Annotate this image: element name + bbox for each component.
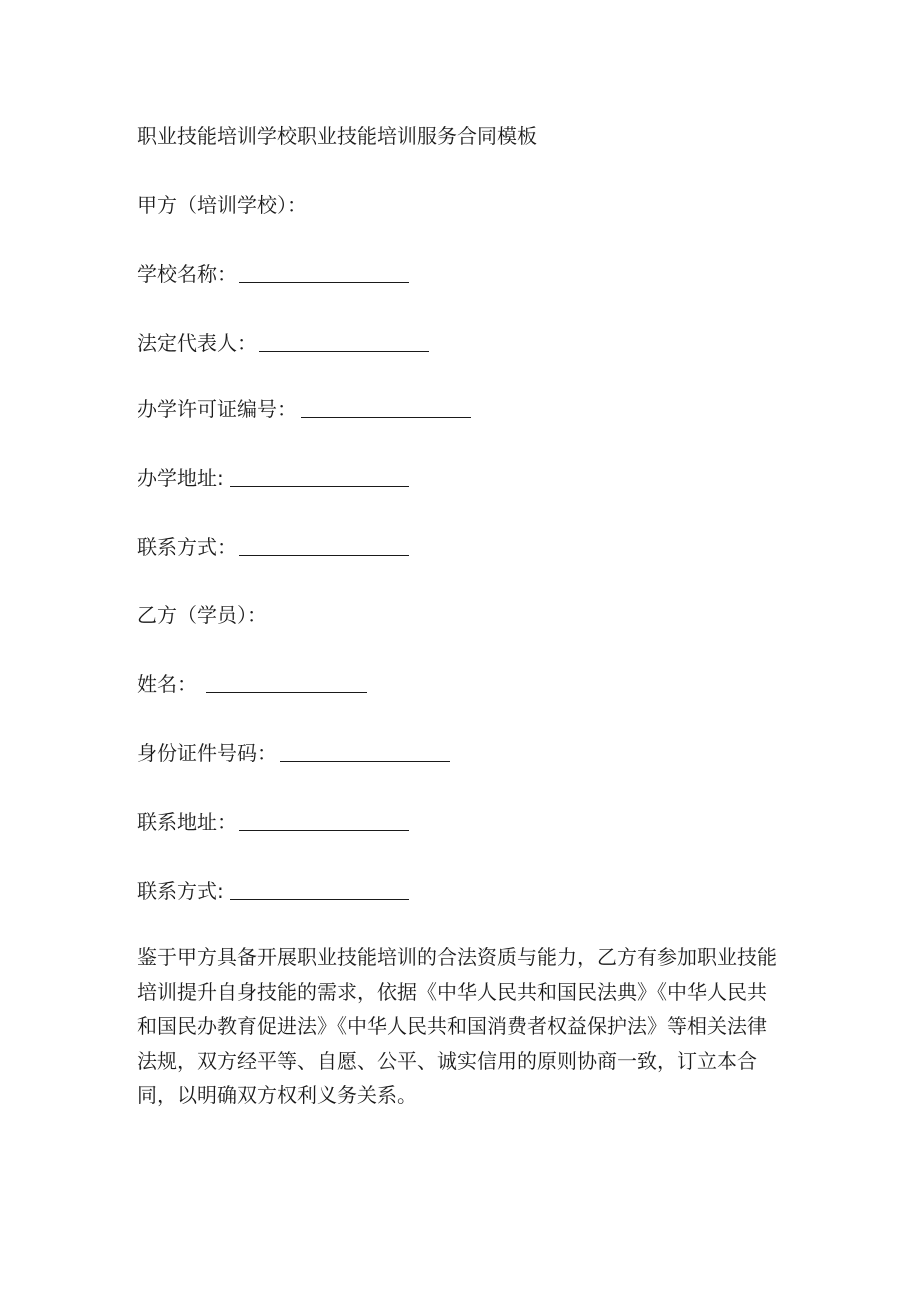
document-title: 职业技能培训学校职业技能培训服务合同模板 <box>137 124 537 148</box>
party-a-contact-field <box>137 533 237 561</box>
license-number-label: 办学许可证编号： <box>137 397 297 421</box>
school-address-label: 办学地址: <box>137 466 224 490</box>
student-address-field <box>137 808 237 836</box>
school-name-field <box>137 260 237 288</box>
student-name-label: 姓名： <box>137 672 197 696</box>
id-number-label: 身份证件号码： <box>137 741 277 765</box>
preamble-line: 培训提升自身技能的需求，依据《中华人民共和国民法典》《中华人民共 <box>137 979 767 1004</box>
party-b-contact-field <box>137 877 224 905</box>
preamble-line: 鉴于甲方具备开展职业技能培训的合法资质与能力，乙方有参加职业技能 <box>137 945 777 969</box>
preamble-paragraph <box>137 940 787 1113</box>
party-b-contact-label: 联系方式: <box>137 879 224 903</box>
student-address-blank <box>239 830 409 831</box>
preamble-line: 和国民办教育促进法》《中华人民共和国消费者权益保护法》等相关法律 <box>137 1014 767 1038</box>
school-address-field <box>137 464 224 492</box>
school-name-blank <box>239 282 409 283</box>
id-number-blank <box>280 761 450 762</box>
preamble-line: 法规，双方经平等、自愿、公平、诚实信用的原则协商一致，订立本合 <box>137 1048 757 1073</box>
party-b-contact-blank <box>230 899 409 900</box>
student-address-label: 联系地址： <box>137 810 237 834</box>
student-name-blank <box>206 692 367 693</box>
legal-representative-blank <box>259 351 429 352</box>
school-address-blank <box>230 486 409 487</box>
license-number-field <box>137 395 297 423</box>
party-a-contact-blank <box>239 555 409 556</box>
license-number-blank <box>301 417 471 418</box>
preamble-line: 同，以明确双方权利义务关系。 <box>137 1083 417 1107</box>
school-name-label: 学校名称： <box>137 262 237 286</box>
legal-representative-field <box>137 329 257 357</box>
student-name-field <box>137 670 197 698</box>
party-a-heading: 甲方（培训学校）： <box>137 193 307 217</box>
legal-representative-label: 法定代表人： <box>137 331 257 355</box>
party-a-contact-label: 联系方式： <box>137 535 237 559</box>
id-number-field <box>137 739 277 767</box>
party-b-heading: 乙方（学员）： <box>137 603 267 627</box>
